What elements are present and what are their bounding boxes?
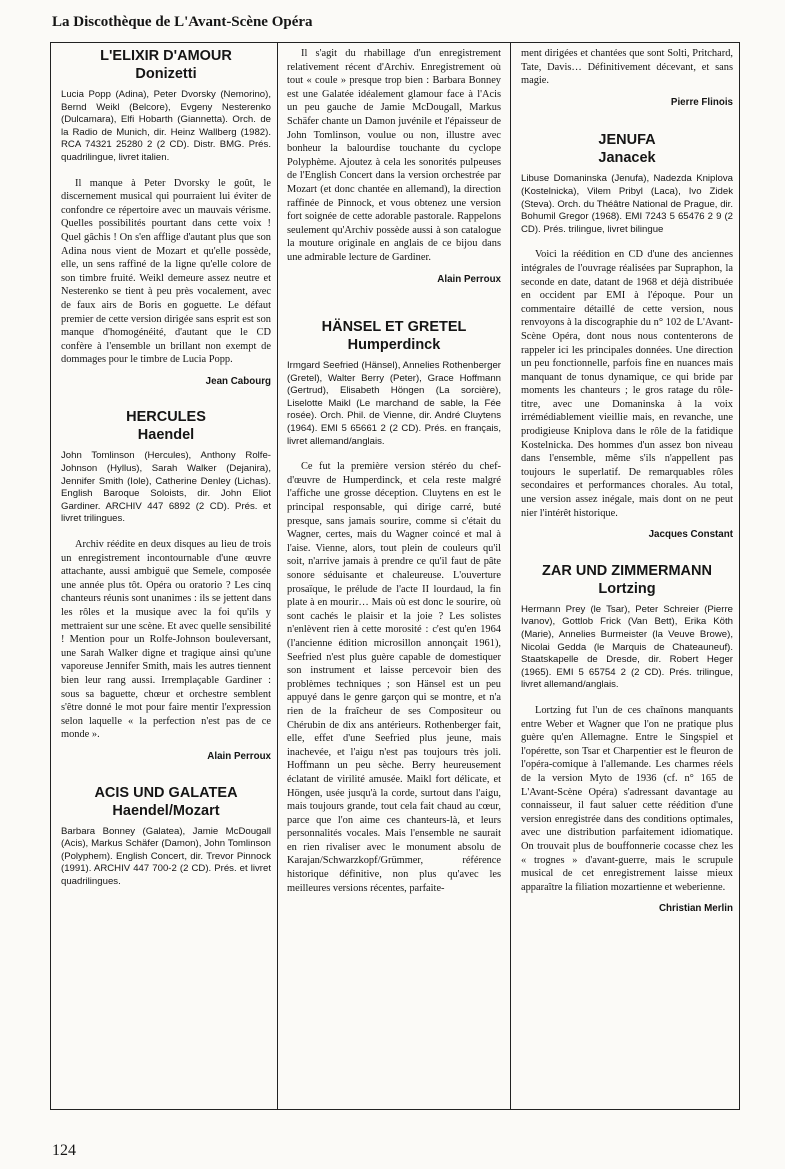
review-elixir [61, 47, 271, 388]
composer-name: Lortzing [598, 580, 656, 597]
reviewer-name: Jacques Constant [648, 529, 733, 541]
composer-name: Haendel/Mozart [112, 802, 220, 819]
cast-credits: Barbara Bonney (Galatea), Jamie McDougall (Acis), Markus Schäfer (Damon), John Tomlinson (Polyphem). English Concert, dir. Trevor Pinnock (1991). ARCHIV 447 700-2 (2 CD). Prés. et livret quadrilingues. [61, 825, 271, 887]
page-number: 124 [52, 1142, 76, 1159]
opera-title: L'ELIXIR D'AMOUR [100, 48, 232, 64]
column-divider [510, 43, 511, 1109]
reviewer-name: Alain Perroux [437, 273, 501, 285]
cast-credits: Lucia Popp (Adina), Peter Dvorsky (Nemorino), Bernd Weikl (Belcore), Evgeny Nesterenko (Dulcamara), Elfi Hobarth (Giannetta). Orch. de la Radio de Munich, dir. Heinz Wallberg (1982). RCA 74321 25280 2 (2 CD). Distr. BMG. Prés. quadrilingue, livret italien. [61, 89, 271, 163]
running-head: La Discothèque de L'Avant-Scène Opéra [52, 14, 313, 30]
column-divider [277, 43, 278, 1109]
opera-title: ACIS UND GALATEA [94, 784, 238, 801]
composer-name: Humperdinck [347, 337, 441, 354]
review-acis-continued [287, 47, 501, 286]
cast-credits: Irmgard Seefried (Hänsel), Annelies Rothenberger (Gretel), Walter Berry (Peter), Grace Hoffmann (Gertrud), Elisabeth Höngen (La sorcière), Liselotte Maikl (Le marchand de sable, la Fée rosée). Orch. Phil. de Vienne, dir. André Cluytens (1964). EMI 5 65661 2 (2 CD). Prés. en français, livret allemand/anglais. [287, 360, 501, 447]
review-jenufa [521, 131, 733, 541]
column-3 [521, 43, 733, 1109]
composer-name: Haendel [137, 427, 195, 444]
opera-title: ZAR UND ZIMMERMANN [542, 562, 712, 579]
cast-credits: Libuse Domaninska (Jenufa), Nadezda Kniplova (Kostelnicka), Vilem Pribyl (Laca), Ivo Zidek (Steva). Orch. du Théâtre National de Prague, dir. Bohumil Gregor (1968). EMI 7243 5 65476 2 9 (2 CD). Prés. trilingue, livret bilingue [521, 173, 733, 235]
column-1 [61, 43, 271, 1109]
review-acis [61, 784, 271, 889]
review-hansel-continued [521, 47, 733, 109]
review-hansel [287, 318, 501, 895]
review-text: Lortzing fut l'un de ces chaînons manquants entre Weber et Wagner que l'on ne pratique plus guère qu'en Allemagne. Entre le Singspiel et l'opérette, son Tsar et Charpentier est le fleuron de l'opéra-comique à l'allemande. Les charmes réels de la version Myto de 1936 (cf. n° 165 de L'Avant-Scène Opéra) s'adressant davantage au connaisseur, il faut saluer cette réédition d'une version enregistrée dans des conditions optimales, avec une distribution parfaitement idiomatique. On trouvait plus de bouffonnerie cocasse chez les « trognes » d'avant-guerre, mais le scrupule musical de cet enregistrement laisse mieux apparaître la filiation mozartienne et weberienne. [521, 704, 733, 893]
opera-title: HERCULES [126, 409, 206, 426]
review-text: ment dirigées et chantées que sont Solti, Pritchard, Tate, Davis… Définitivement décevant, et sans magie. [521, 48, 733, 87]
reviewer-name: Pierre Flinois [670, 96, 733, 108]
opera-title: JENUFA [598, 132, 656, 149]
review-frame [50, 42, 740, 1110]
reviewer-name: Jean Cabourg [205, 375, 271, 387]
cast-credits: John Tomlinson (Hercules), Anthony Rolfe-Johnson (Hyllus), Sarah Walker (Dejanira), Jennifer Smith (Iole), Catherine Denley (Lichas). English Baroque Soloists, dir. John Eliot Gardiner. ARCHIV 447 6892 (2 CD). Prés. et livret trilingues. [61, 450, 271, 525]
composer-name: Janacek [598, 150, 656, 167]
review-text: Il s'agit du rhabillage d'un enregistrement relativement récent d'Archiv. Enregistrement où tout « coule » presque trop bien : Barbara Bonney est une Galatée idéalement glamour face à l'Acis un peu gauche de Jamie McDougall, Markus Schäfer chante un Damon juvénile et l'épaisseur de John Tomlinson, voulue ou non, illustre avec bonheur la balourdise touchante du cyclope Polyphème. Ajoutez à cela les sonorités pulpeuses de l'English Concert dans la version orchestrée par Mozart (et donc chantée en allemand), la direction raffinée de Pinnock, et vous obtenez une version fort soignée de cette adorable pastorale. Rappelons seulement qu'Archiv possède aussi à son catalogue la mouture originale en anglais de ce bijou dans une admirable lecture de Gardiner. [287, 48, 501, 263]
review-text: Ce fut la première version stéréo du chef-d'œuvre de Humperdinck, et cela reste malgré l'affiche une grosse déception. Cluytens en est le principal responsable, qui dirige carré, buté presque, sans jamais sourire, comme si c'était du Wagner, certes, mais du Wagner coincé et mal à l'aise. Vienne, alors, tout plein de couleurs qu'il soit, n'arrive jamais à prendre ce qu'il faut de pâte sonore séduisante et chaleureuse. L'ouverture prosaïque, le prélude de l'acte II lourdaud, la fin plate à en mourir… Mais où est donc le sourire, où sont cachés le plaisir et la joie ? Les solistes n'enlèvent rien à cette morosité : c'est qu'en 1964 (l'ancienne édition microsillon annonçait 1961), Seefried n'est plus guère capable de domestiquer son instrument et laisse percevoir bien des problèmes techniques ; son Hänsel est un peu appuyé dans le genre garçon qui se montre, et n'a rien de la fraîcheur de ses Compositeur ou Chérubin de dix ans antérieurs. Rothenberger fait, elle, effet d'une Seefried plus jeune, mais inachevée, et l'aigu n'est pas toujours très joli. Hoffmann un peu sèche. Berry heureusement éclatant de virilité amusée. Maikl fort délicate, et Höngen, usée jusqu'à la corde, surtout dans l'aigu, mais toujours grande, tout cela fait chaud au cœur, parce que l'on aime ces chanteurs-là, et leurs personnalités vocales. Mais l'ensemble ne saurait en rien rivaliser avec le monument absolu de Karajan/Schwarzkopf/Grümmer, référence historique définitive, non plus qu'avec les meilleures versions récentes, parfaite- [287, 461, 501, 894]
column-2 [287, 43, 501, 1109]
review-text: Il manque à Peter Dvorsky le goût, le discernement musical qui pourraient lui éviter de confondre ce répertoire avec un mauvais vérisme. Quelles possibilités pourtant dans cette voix ! Quel gâchis ! On s'en afflige d'autant plus que son Adina nous vient de Mozart et qu'elle possède, elle, un sens raffiné de la ligne qu'elle colore de son timbre fruité. Weikl demeure assez neutre et Nesterenko se tient à peu près vocalement, avec de faux airs de Boris en goguette. Le défaut premier de cette version dirigée sans esprit est son manque d'homogénéité, d'autant que le CD confère à l'ensemble un brillant non exempt de dommages pour le timbre de Lucia Popp. [61, 177, 271, 366]
reviewer-name: Alain Perroux [207, 750, 271, 762]
opera-title: HÄNSEL ET GRETEL [321, 319, 467, 336]
review-hercules [61, 408, 271, 763]
reviewer-name: Christian Merlin [658, 903, 733, 915]
composer-name: Donizetti [135, 66, 197, 82]
review-zar [521, 562, 733, 916]
review-text: Voici la réédition en CD d'une des anciennes intégrales de l'ouvrage réalisées par Supraphon, la seconde en date, datant de 1968 et déjà distribuée en occident par EMI à l'époque. Pour un commentaire détaillé de cette version, nous renvoyons à la discographie du n° 102 de L'Avant-Scène Opéra, dont nous nous contenterons de rappeler ici les principales données. Une direction un peu fonctionnelle, parfois fine en nuances mais manquant de tonus dynamique, ce qui bride par moments les chanteurs ; le gros ratage du rôle-titre, avec une Domaninska à la voix irrémédiablement vieillie mais, en revanche, une prodigieuse Kniplova dans le rôle de la fatidique Kostelnicka. Des hommes d'un assez bon niveau dans l'ensemble, même s'ils n'appellent pas toujours le superlatif. De remarquables rôles secondaires et performances chorales. Au total, une version assez inégale, mais dont on ne peut nier l'intérêt historique. [521, 249, 733, 519]
review-text: Archiv réédite en deux disques au lieu de trois un enregistrement incontournable d'une œuvre attachante, aussi ambiguë que Semele, composée une année plus tôt. Opéra ou oratorio ? Les cinq chanteurs réunis sont unanimes : ils se jettent dans les rôles et la musique avec la foi qu'ils y mettraient sur une scène. Et avec quelle sensibilité ! Mention pour un Rolfe-Johnson bouleversant, une Sarah Walker digne et tragique ainsi qu'une vaporeuse Jennifer Smith, mais les autres tiennent bien leur rang aussi. Irremplaçable Gardiner : sous sa baguette, chœur et orchestre semblent s'être donné le mot pour faire mentir l'expression selon laquelle « la perfection n'est pas de ce monde ». [61, 539, 271, 741]
cast-credits: Hermann Prey (le Tsar), Peter Schreier (Pierre Ivanov), Gottlob Frick (Van Bett), Erika Köth (Marie), Annelies Burmeister (la Veuve Browe), Nicolai Gedda (le Marquis de Chateauneuf). Staatskapelle de Dresde, dir. Robert Heger (1965). EMI 5 65754 2 (2 CD). Prés. trilingue, livret allemand/anglais. [521, 603, 733, 691]
